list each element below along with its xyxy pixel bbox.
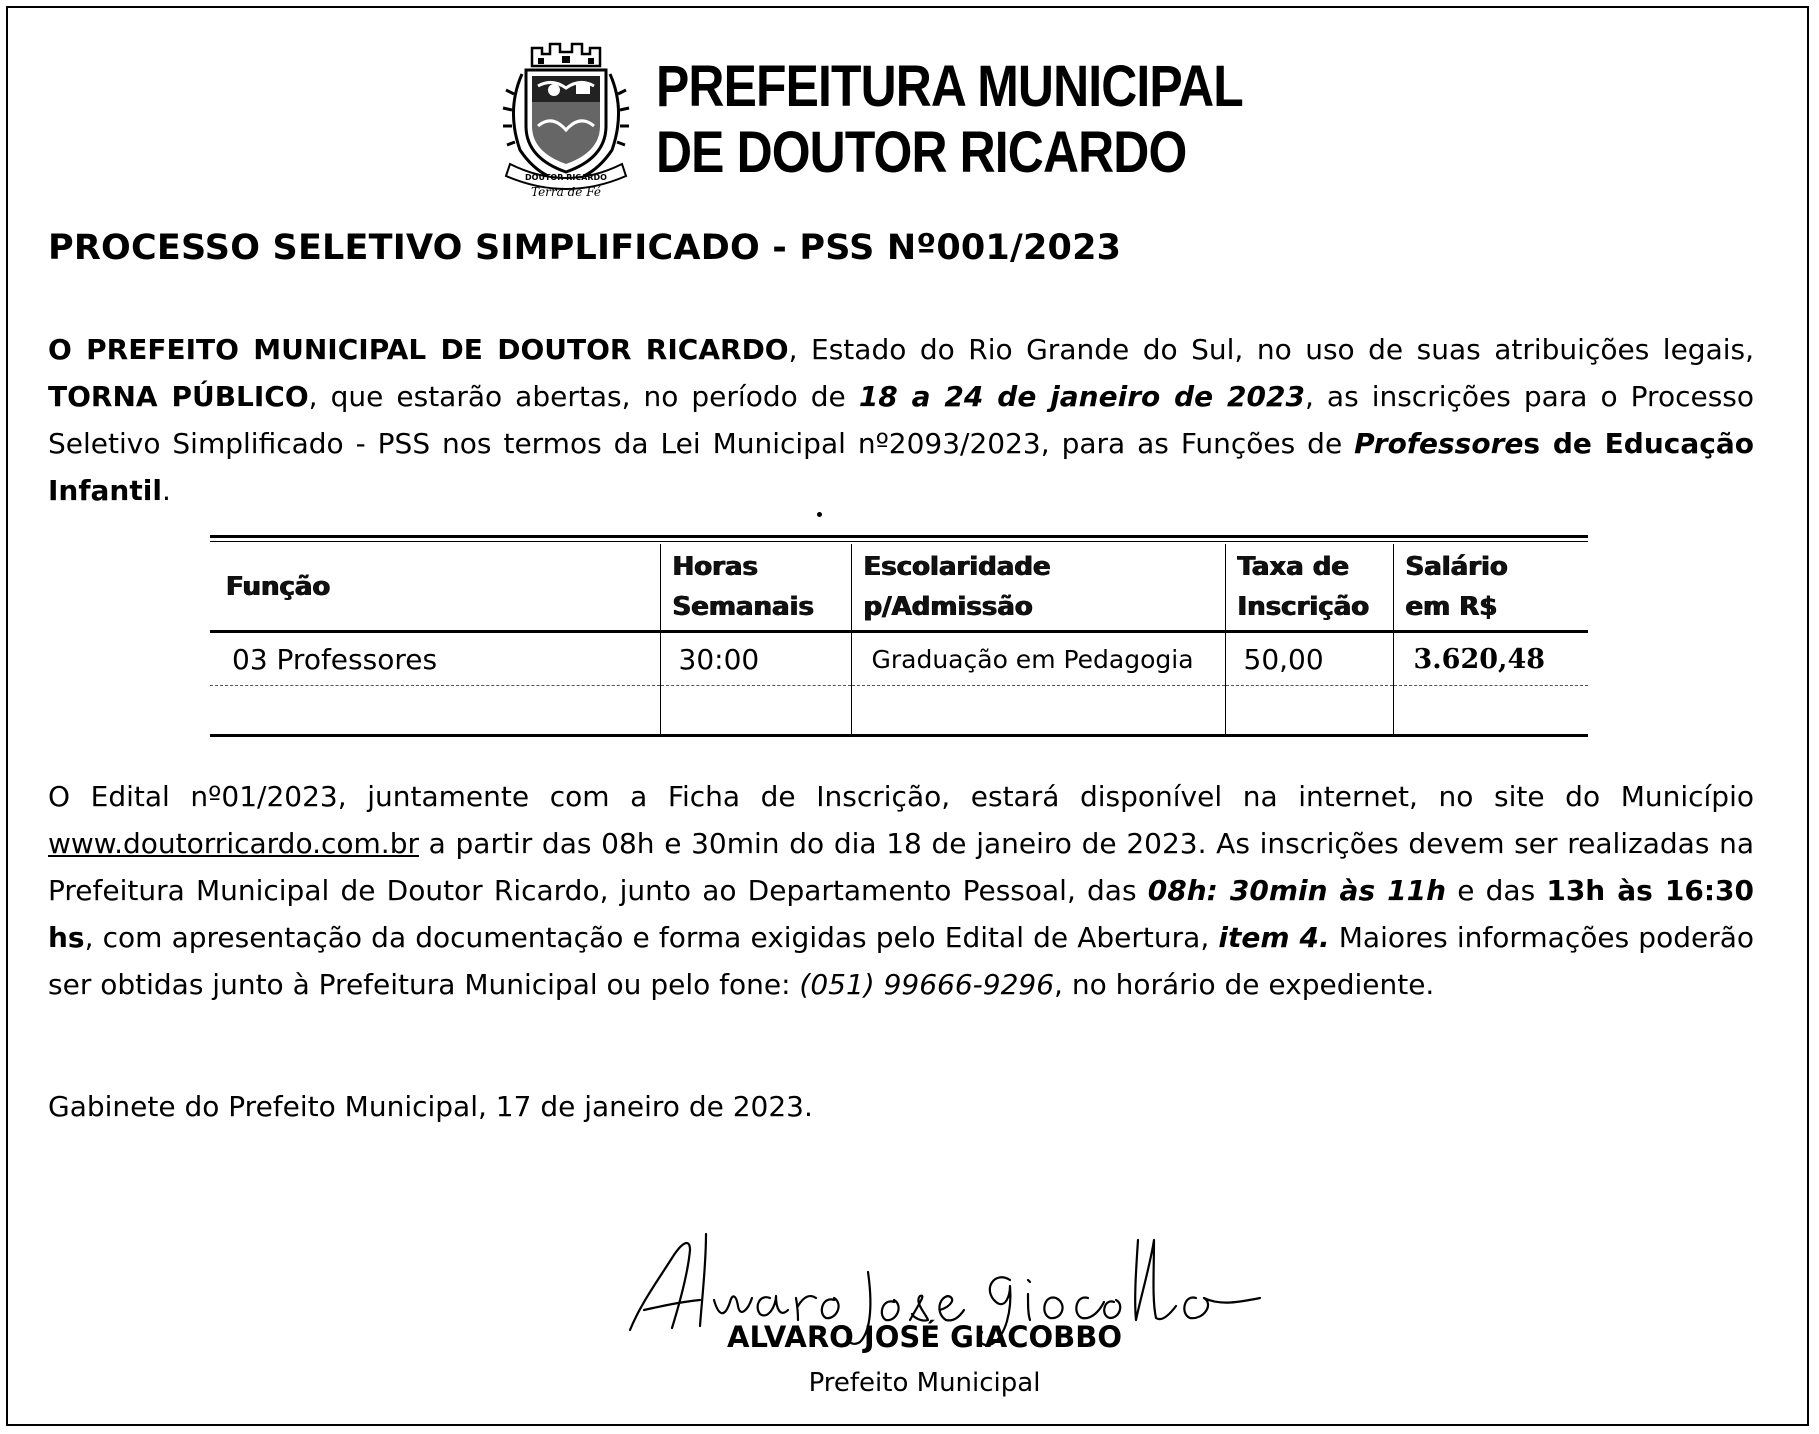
cell-salario: 3.620,48 — [1393, 632, 1588, 686]
table-top-rule — [210, 535, 1588, 538]
header-salario-line2: em R$ — [1405, 592, 1498, 622]
table-top-rule-thin — [210, 541, 1588, 542]
cell-funcao: 03 Professores — [210, 632, 660, 686]
cell-empty — [210, 686, 660, 736]
header-taxa-line1: Taxa de — [1237, 552, 1350, 582]
header-horas-line2: Semanais — [672, 592, 814, 622]
edital-phone: (051) 99666-9296 — [799, 968, 1055, 1001]
header-salario — [1393, 544, 1588, 632]
intro-function-rest: s de Educação Infantil — [48, 427, 1754, 507]
header-escolaridade-line2: p/Admissão — [863, 592, 1033, 622]
intro-text-c: , as inscrições para o Processo Seletivo Simplificado - PSS nos termos da Lei Municipal nº2093/2023, para as Funções de — [48, 380, 1755, 460]
municipality-title-line2: DE DOUTOR RICARDO — [656, 120, 1187, 185]
header-taxa — [1225, 544, 1393, 632]
signer-name: ALVARO JOSÉ GIACOBBO — [727, 1320, 1122, 1354]
edital-time-b: 13h às 16:30 hs — [48, 874, 1754, 954]
pss-title: PROCESSO SELETIVO SIMPLIFICADO - PSS Nº001/2023 — [48, 228, 1122, 268]
edital-text-c: e das — [1446, 874, 1547, 907]
table-header-row — [210, 544, 1588, 632]
municipality-title-line1: PREFEITURA MUNICIPAL — [656, 54, 1243, 119]
header-horas-line1: Horas — [672, 552, 758, 582]
header-funcao: Função — [210, 544, 660, 632]
table-row — [210, 632, 1588, 686]
header-horas — [660, 544, 851, 632]
intro-period: 18 a 24 de janeiro de 2023 — [858, 380, 1305, 413]
intro-text-a: , Estado do Rio Grande do Sul, no uso de suas atribuições legais, — [788, 333, 1754, 366]
edital-text-f: , no horário de expediente. — [1054, 968, 1435, 1001]
table-row-empty — [210, 686, 1588, 736]
edital-item: item 4. — [1218, 921, 1330, 954]
intro-announce: TORNA PÚBLICO — [48, 380, 309, 413]
municipality-title — [656, 54, 1243, 186]
crest-ribbon-text: DOUTOR RICARDO — [525, 173, 607, 182]
cell-empty — [1393, 686, 1588, 736]
scan-artifact-dot — [817, 512, 822, 517]
municipal-crest-icon — [492, 30, 640, 200]
cell-empty — [660, 686, 851, 736]
edital-text-a: O Edital nº01/2023, juntamente com a Ficha de Inscrição, estará disponível na internet, no site do Município — [48, 780, 1754, 813]
header-salario-line1: Salário — [1405, 552, 1508, 582]
cell-empty — [851, 686, 1225, 736]
edital-text-d: , com apresentação da documentação e forma exigidas pelo Edital de Abertura, — [84, 921, 1219, 954]
intro-authority: O PREFEITO MUNICIPAL DE DOUTOR RICARDO — [48, 333, 789, 366]
cell-taxa: 50,00 — [1225, 632, 1393, 686]
edital-time-a: 08h: 30min às 11h — [1147, 874, 1447, 907]
cell-horas: 30:00 — [660, 632, 851, 686]
closing-line: Gabinete do Prefeito Municipal, 17 de janeiro de 2023. — [48, 1090, 813, 1123]
signer-role: Prefeito Municipal — [808, 1368, 1041, 1398]
header-taxa-line2: Inscrição — [1237, 592, 1370, 622]
cell-escolaridade: Graduação em Pedagogia — [851, 632, 1225, 686]
header-escolaridade — [851, 544, 1225, 632]
municipality-website-link[interactable]: www.doutorricardo.com.br — [48, 827, 419, 860]
edital-text-b: a partir das 08h e 30min do dia 18 de janeiro de 2023. As inscrições devem ser realizadas na Prefeitura Municipal de Doutor Ricardo, junto ao Departamento Pessoal, das — [48, 827, 1754, 907]
edital-paragraph — [48, 773, 1754, 1008]
edital-text-e: Maiores informações poderão ser obtidas junto à Prefeitura Municipal ou pelo fone: — [48, 921, 1755, 1001]
cell-empty — [1225, 686, 1393, 736]
header-escolaridade-line1: Escolaridade — [863, 552, 1051, 582]
intro-text-d: . — [161, 474, 171, 507]
intro-text-b: , que estarão abertas, no período de — [308, 380, 859, 413]
intro-paragraph — [48, 326, 1754, 514]
crest-motto: Terra de Fé — [531, 185, 601, 199]
positions-table — [210, 544, 1588, 737]
intro-function-italic: Professore — [1354, 427, 1524, 460]
